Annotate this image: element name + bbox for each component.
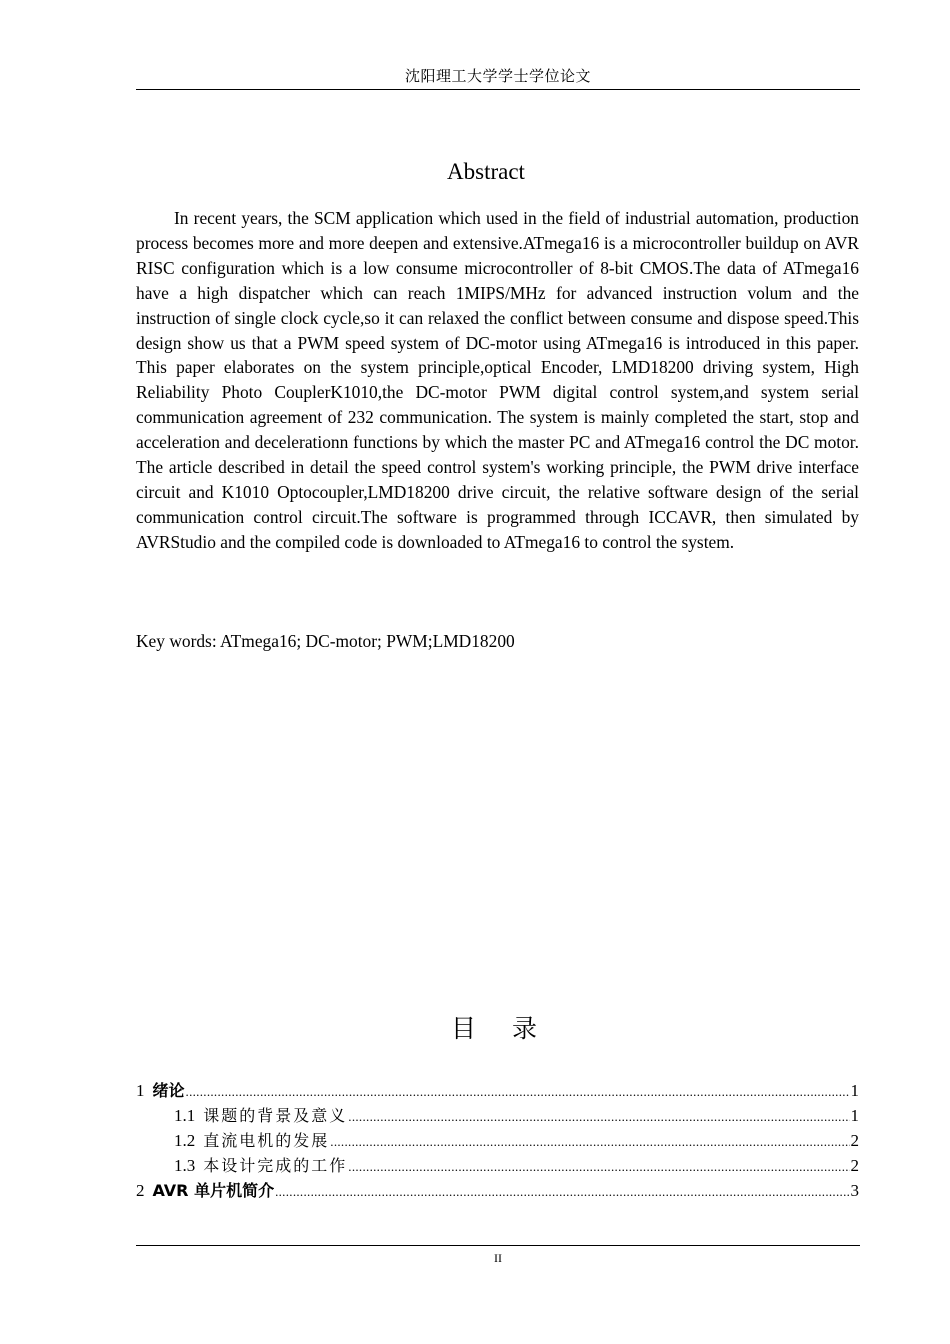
toc-entry[interactable] (136, 1178, 859, 1203)
toc-list (136, 1078, 859, 1203)
toc-title: 目 录 (451, 1014, 551, 1043)
toc-entry-page: 2 (850, 1156, 859, 1175)
toc-dot-leader (186, 1079, 850, 1104)
toc-entry-title: 本设计完成的工作 (203, 1156, 348, 1175)
toc-dot-leader (348, 1104, 849, 1129)
toc-entry-title: AVR 单片机简介 (152, 1181, 275, 1200)
header-title: 沈阳理工大学学士学位论文 (404, 69, 591, 85)
toc-entry-page: 1 (850, 1081, 859, 1100)
toc-entry-number: 1 (136, 1081, 145, 1100)
page-footer (136, 1245, 860, 1268)
keywords: Key words: ATmega16; DC-motor; PWM;LMD18200 (136, 631, 515, 651)
toc-entry[interactable] (136, 1103, 859, 1128)
toc-entry[interactable] (136, 1128, 859, 1153)
toc-entry-number: 2 (136, 1181, 145, 1200)
toc-entry-title: 绪论 (152, 1081, 185, 1100)
toc-entry-title: 课题的背景及意义 (203, 1106, 348, 1125)
toc-dot-leader (330, 1129, 849, 1154)
toc-entry[interactable] (136, 1078, 859, 1103)
toc-entry[interactable] (136, 1153, 859, 1178)
toc-entry-page: 2 (850, 1131, 859, 1150)
toc-dot-leader (275, 1179, 849, 1204)
toc-entry-page: 3 (850, 1181, 859, 1200)
abstract-body: In recent years, the SCM application which used in the field of industrial automation, production process becomes more and more deepen and extensive.ATmega16 is a microcontroller buildup on AVR RISC configuration which is a low consume microcontroller of 8-bit CMOS.The data of ATmega16 have a high dispatcher which can reach 1MIPS/MHz for advanced instruction volum and the instruction of single clock cycle,so it can relaxed the conflict between consume and dispose speed.This design show us that a PWM speed system of DC-motor using ATmega16 is introduced in this paper. This paper elaborates on the system principle,optical Encoder, LMD18200 driving system, High Reliability Photo CouplerK1010,the DC-motor PWM digital control system,and system serial communication agreement of 232 communication. The system is mainly completed the start, stop and acceleration and decelerationn functions by which the master PC and ATmega16 control the DC motor. The article described in detail the speed control system's working principle, the PWM drive interface circuit and K1010 Optocoupler,LMD18200 drive circuit, the relative software design of the serial communication control circuit.The software is programmed through ICCAVR, then simulated by AVRStudio and the compiled code is downloaded to ATmega16 to control the system. (136, 208, 859, 552)
toc-entry-title: 直流电机的发展 (203, 1131, 330, 1150)
toc-entry-number: 1.2 (174, 1131, 196, 1150)
toc-entry-number: 1.3 (174, 1156, 196, 1175)
toc-entry-number: 1.1 (174, 1106, 196, 1125)
toc-dot-leader (348, 1154, 849, 1179)
toc-entry-page: 1 (850, 1106, 859, 1125)
page-header (136, 66, 860, 90)
page-number: II (494, 1251, 502, 1265)
abstract-title: Abstract (447, 159, 525, 184)
